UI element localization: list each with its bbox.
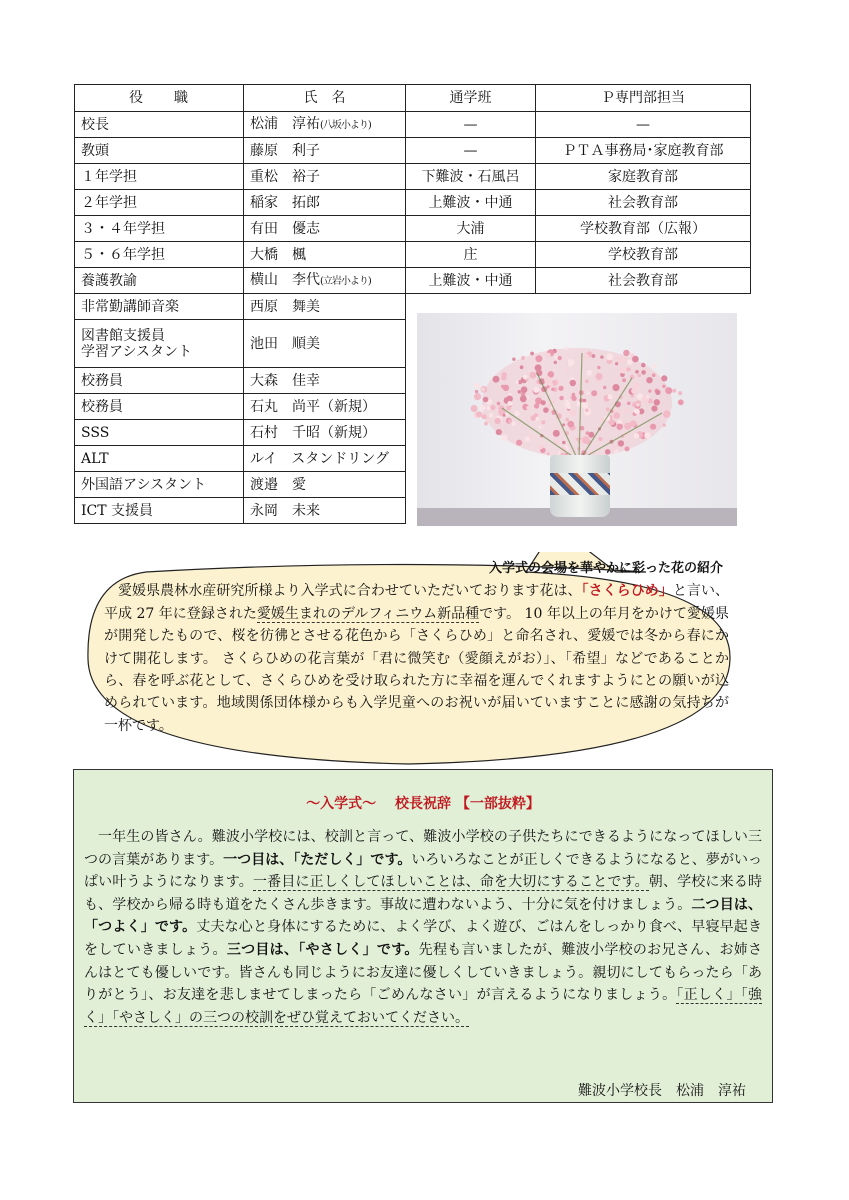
staff-table-header [75, 85, 751, 112]
pta-cell: ＰＴＡ事務局･家庭教育部 [536, 138, 751, 164]
name-cell: 西原 舞美 [244, 294, 406, 320]
principal-speech-box [73, 769, 773, 1103]
role-cell: 非常勤講師音楽 [75, 294, 244, 320]
speech-body: 一年生の皆さん。難波小学校には、校訓と言って、難波小学校の子供たちにできるようになってほしい三つの言葉があります。一つ目は、「ただしく」です。いろいろなことが正しくできるようになると、夢がいっぱい叶うようになります。一番目に正しくしてほしいことは、命を大切にすることです。朝、学校に来る時も、学校から帰る時も道をたくさん歩きます。事故に遭わないよう、十分に気を付けましょう。二つ目は、「つよく」です。丈夫な心と身体にするために、よく学び、よく遊び、ごはんをしっかり食べ、早寝早起きをしていきましょう。三つ目は、「やさしく」です。先程も言いましたが、難波小学校のお兄さん、お姉さんはとても優しいです。皆さんも同じようにお友達に優しくしていきましょう。親切にしてもらったら「ありがとう」、お友達を悲しませてしまったら「ごめんなさい」が言えるようになりましょう。「正しく」「強く」「やさしく」の三つの校訓をぜひ覚えておいてください。 [84, 829, 763, 1026]
name-cell: 重松 裕子 [244, 164, 406, 190]
table-row [75, 268, 751, 294]
group-cell: 庄 [406, 242, 536, 268]
pta-cell: — [536, 112, 751, 138]
vase-icon [550, 455, 610, 517]
speech-title: ～入学式～ 校長祝辞 【一部抜粋】 [306, 796, 540, 812]
name-cell: 藤原 利子 [244, 138, 406, 164]
header-name: 氏 名 [244, 85, 406, 112]
flower-variety: 愛媛生まれのデルフィニウム新品種 [256, 605, 480, 622]
name-cell: 渡邉 愛 [244, 472, 406, 498]
pta-cell: 社会教育部 [536, 190, 751, 216]
name-cell: ルイ スタンドリング [244, 446, 406, 472]
flower-photo [417, 313, 737, 526]
role-cell: 校務員 [75, 394, 244, 420]
group-cell: 上難波・中通 [406, 190, 536, 216]
table-row [75, 112, 751, 138]
role-cell: ２年学担 [75, 190, 244, 216]
group-cell: — [406, 112, 536, 138]
table-row [75, 138, 751, 164]
header-group: 通学班 [406, 85, 536, 112]
name-cell: 稲家 拓郎 [244, 190, 406, 216]
role-cell: 校務員 [75, 368, 244, 394]
role-cell: ICT 支援員 [75, 498, 244, 524]
name-cell: 石村 千昭（新規） [244, 420, 406, 446]
role-cell: ５・６年学担 [75, 242, 244, 268]
flower-intro-callout [86, 552, 732, 766]
table-row [75, 216, 751, 242]
transfer-note: (立岩小より) [320, 275, 371, 287]
pta-cell: 社会教育部 [536, 268, 751, 294]
name-cell: 松浦 淳祐(八坂小より) [244, 112, 406, 138]
table-row [75, 164, 751, 190]
name-cell: 横山 李代(立岩小より) [244, 268, 406, 294]
role-cell: 図書館支援員 学習アシスタント [75, 320, 244, 368]
table-row [75, 242, 751, 268]
table-row [75, 190, 751, 216]
role-cell: １年学担 [75, 164, 244, 190]
group-cell: — [406, 138, 536, 164]
transfer-note: (八坂小より) [320, 119, 371, 131]
name-cell: 永岡 未来 [244, 498, 406, 524]
name-cell: 大森 佳幸 [244, 368, 406, 394]
name-cell: 大橋 楓 [244, 242, 406, 268]
role-cell: 外国語アシスタント [75, 472, 244, 498]
flower-text: 愛媛県農林水産研究所様より入学式に合わせていただいております花は、「さくらひめ」と言い、平成 27 年に登録された愛媛生まれのデルフィニウム新品種です。 10 年以上の年月をかけて愛媛県が開発したもので、桜を彷彿とさせる花色から「さくらひめ」と命名され、愛媛では冬から春にかけて開花します。 さくらひめの花言葉が「君に微笑む（愛顔えがお）」、「希望」などであることから、春を呼ぶ花として、さくらひめを受け取られた方に幸福を運んでくれますようにとの願いが込められています。地域関係団体様からも入学児童へのお祝いが届いていますことに感謝の気持ちが一杯です。 [104, 583, 730, 734]
name-cell: 有田 優志 [244, 216, 406, 242]
name-cell: 石丸 尚平（新規） [244, 394, 406, 420]
pta-cell: 学校教育部 [536, 242, 751, 268]
header-role: 役 職 [75, 85, 244, 112]
flower-name: 「さくらひめ」 [581, 583, 673, 600]
pta-cell: 学校教育部（広報） [536, 216, 751, 242]
role-cell: 養護教諭 [75, 268, 244, 294]
speech-signature: 難波小学校長 松浦 淳祐 [578, 1083, 746, 1099]
group-cell: 大浦 [406, 216, 536, 242]
header-pta: Ｐ専門部担当 [536, 85, 751, 112]
name-cell: 池田 順美 [244, 320, 406, 368]
group-cell: 上難波・中通 [406, 268, 536, 294]
pta-cell: 家庭教育部 [536, 164, 751, 190]
role-cell: ３・４年学担 [75, 216, 244, 242]
role-cell: 教頭 [75, 138, 244, 164]
role-cell: ALT [75, 446, 244, 472]
role-cell: SSS [75, 420, 244, 446]
group-cell: 下難波・石風呂 [406, 164, 536, 190]
role-cell: 校長 [75, 112, 244, 138]
flower-title: 入学式の会場を華やかに彩った花の紹介 [488, 561, 723, 576]
